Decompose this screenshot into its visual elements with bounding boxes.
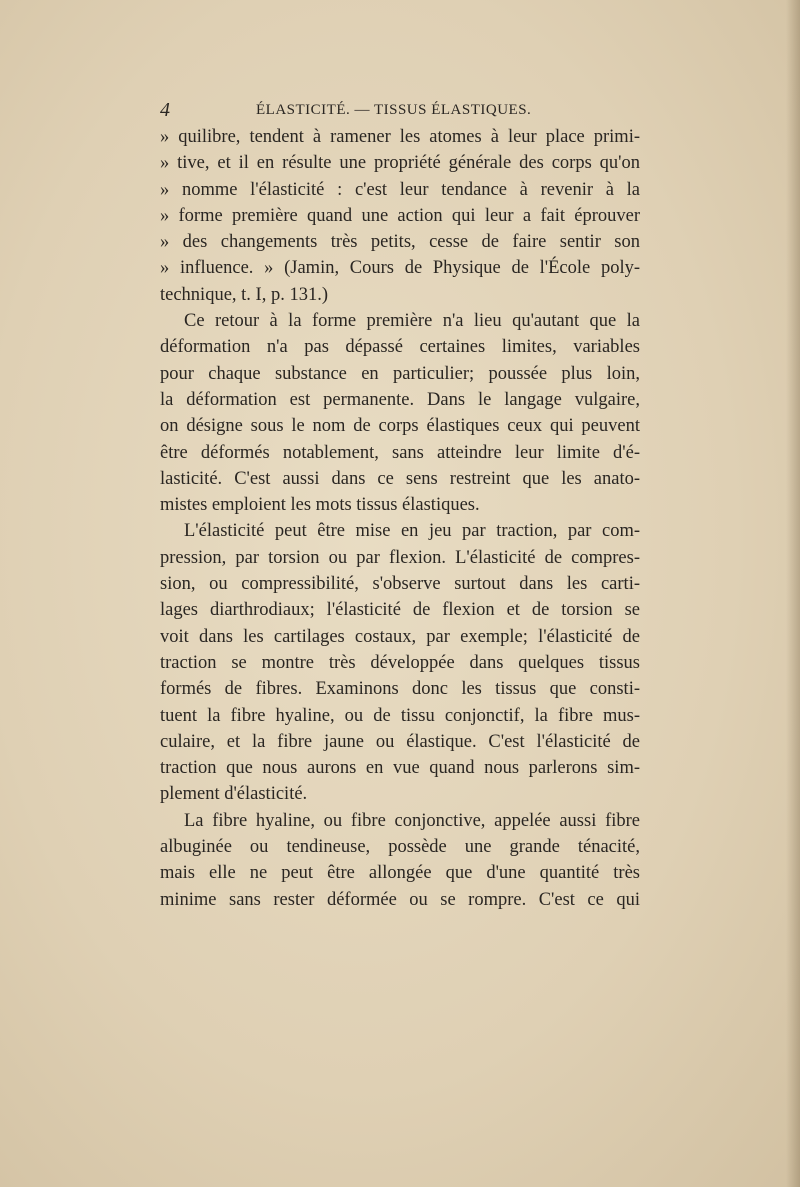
text-line: traction que nous aurons en vue quand nous parlerons sim- <box>160 758 640 779</box>
text-line: lasticité. C'est aussi dans ce sens restreint que les anato- <box>160 468 640 489</box>
text-line: » tive, et il en résulte une propriété générale des corps qu'on <box>160 153 640 174</box>
page-number: 4 <box>160 99 171 121</box>
text-line: déformation n'a pas dépassé certaines limites, variables <box>160 337 640 358</box>
text-line: traction se montre très développée dans quelques tissus <box>160 652 640 673</box>
text-line: » quilibre, tendent à ramener les atomes à leur place primi- <box>160 127 640 147</box>
text-line: albuginée ou tendineuse, possède une grande ténacité, <box>160 837 640 858</box>
text-line: plement d'élasticité. <box>160 784 308 805</box>
text-line: mistes emploient les mots tissus élastiques. <box>160 495 480 516</box>
text-line: formés de fibres. Examinons donc les tissus que consti- <box>160 679 640 700</box>
text-line: la déformation est permanente. Dans le langage vulgaire, <box>160 389 640 410</box>
paragraph-start-line: Ce retour à la forme première n'a lieu qu'autant que la <box>184 311 640 332</box>
text-line: tuent la fibre hyaline, ou de tissu conjonctif, la fibre mus- <box>160 705 640 726</box>
page-header <box>160 99 640 125</box>
text-line: » forme première quand une action qui leur a fait éprouver <box>160 205 640 226</box>
text-line: voit dans les cartilages costaux, par exemple; l'élasticité de <box>160 626 640 647</box>
text-line: lages diarthrodiaux; l'élasticité de flexion et de torsion se <box>160 600 640 621</box>
text-line: minime sans rester déformée ou se rompre. C'est ce qui <box>160 889 640 910</box>
text-line: » nomme l'élasticité : c'est leur tendance à revenir à la <box>160 179 640 200</box>
text-line: pression, par torsion ou par flexion. L'élasticité de compres- <box>160 547 640 568</box>
paragraph-start-line: L'élasticité peut être mise en jeu par traction, par com- <box>184 521 640 542</box>
text-line: technique, t. I, p. 131.) <box>160 284 328 305</box>
text-line: culaire, et la fibre jaune ou élastique. C'est l'élasticité de <box>160 731 640 752</box>
text-line: sion, ou compressibilité, s'observe surtout dans les carti- <box>160 574 640 595</box>
paragraph-start-line: La fibre hyaline, ou fibre conjonctive, appelée aussi fibre <box>184 810 640 831</box>
page-gutter-shadow <box>786 0 800 1187</box>
running-title: ÉLASTICITÉ. — TISSUS ÉLASTIQUES. <box>256 102 532 118</box>
text-line: mais elle ne peut être allongée que d'une quantité très <box>160 863 640 884</box>
text-line: » influence. » (Jamin, Cours de Physique de l'École poly- <box>160 258 640 279</box>
text-line: pour chaque substance en particulier; poussée plus loin, <box>160 363 640 384</box>
text-line: on désigne sous le nom de corps élastiques ceux qui peuvent <box>160 416 640 437</box>
text-line: » des changements très petits, cesse de faire sentir son <box>160 232 640 253</box>
text-line: être déformés notablement, sans atteindre leur limite d'é- <box>160 442 640 463</box>
body-text <box>160 124 640 913</box>
